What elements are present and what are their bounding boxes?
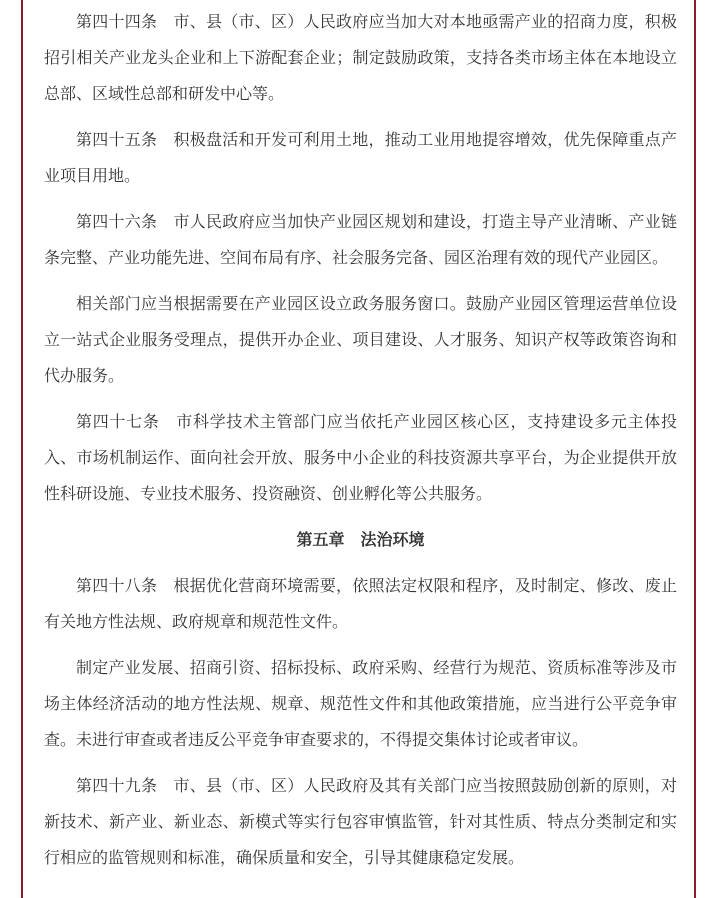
article-46: 第四十六条 市人民政府应当加快产业园区规划和建设，打造主导产业清晰、产业链条完整、产业功能先进、空间布局有序、社会服务完备、园区治理有效的现代产业园区。 xyxy=(44,212,677,267)
chapter-heading: 第五章 法治环境 xyxy=(296,530,425,549)
article-48-paragraph-2: 制定产业发展、招商引资、招标投标、政府采购、经营行为规范、资质标准等涉及市场主体经济活动的地方性法规、规章、规范性文件和其他政策措施，应当进行公平竞争审查。未进行审查或者违反公平竞争审查要求的，不得提交集体讨论或者审议。 xyxy=(44,658,677,749)
document-body xyxy=(44,4,677,886)
right-border-line xyxy=(694,0,696,898)
article-49: 第四十九条 市、县（市、区）人民政府及其有关部门应当按照鼓励创新的原则，对新技术、新产业、新业态、新模式等实行包容审慎监管，针对其性质、特点分类制定和实行相应的监管规则和标准，确保质量和安全，引导其健康稳定发展。 xyxy=(44,776,677,867)
left-border-line xyxy=(21,0,23,898)
article-47: 第四十七条 市科学技术主管部门应当依托产业园区核心区，支持建设多元主体投入、市场机制运作、面向社会开放、服务中小企业的科技资源共享平台，为企业提供开放性科研设施、专业技术服务、投资融资、创业孵化等公共服务。 xyxy=(44,412,677,503)
article-46-paragraph-2: 相关部门应当根据需要在产业园区设立政务服务窗口。鼓励产业园区管理运营单位设立一站式企业服务受理点，提供开办企业、项目建设、人才服务、知识产权等政策咨询和代办服务。 xyxy=(44,294,677,385)
article-45: 第四十五条 积极盘活和开发可利用土地，推动工业用地提容增效，优先保障重点产业项目用地。 xyxy=(44,130,677,185)
article-44: 第四十四条 市、县（市、区）人民政府应当加大对本地亟需产业的招商力度，积极招引相关产业龙头企业和上下游配套企业；制定鼓励政策，支持各类市场主体在本地设立总部、区域性总部和研发中心等。 xyxy=(44,12,677,103)
article-48: 第四十八条 根据优化营商环境需要，依照法定权限和程序，及时制定、修改、废止有关地方性法规、政府规章和规范性文件。 xyxy=(44,576,677,631)
